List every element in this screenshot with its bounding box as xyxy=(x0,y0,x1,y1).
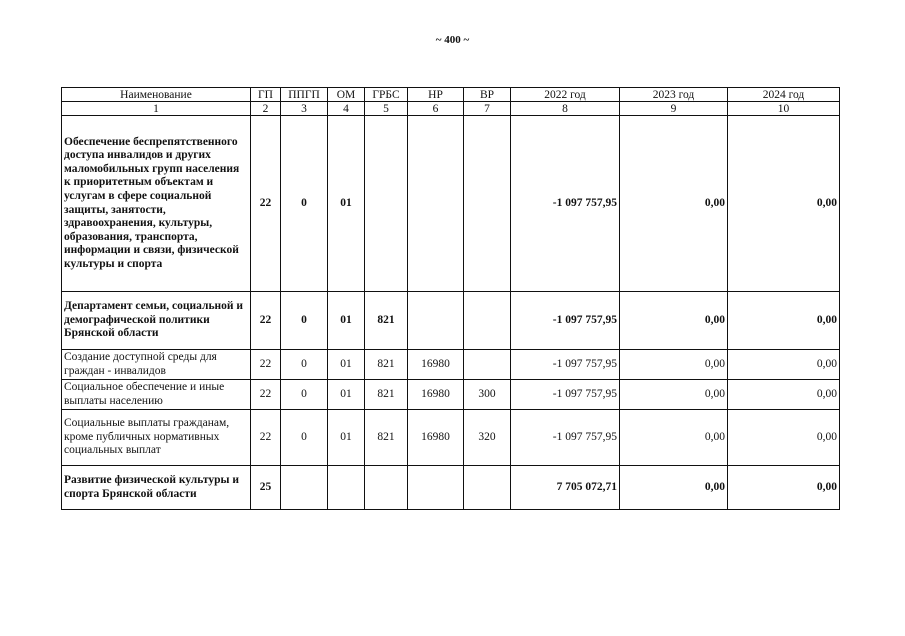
cell-y2022: -1 097 757,95 xyxy=(511,410,620,466)
col-number: 7 xyxy=(464,102,511,116)
cell-name: Социальное обеспечение и иные выплаты населению xyxy=(62,380,251,410)
cell-y2022: -1 097 757,95 xyxy=(511,116,620,292)
header-nr: НР xyxy=(408,88,464,102)
table-row xyxy=(62,350,840,380)
cell-nr: 16980 xyxy=(408,350,464,380)
cell-y2022: -1 097 757,95 xyxy=(511,292,620,350)
cell-name: Обеспечение беспрепятственного доступа инвалидов и других маломобильных групп населения к приоритетным объектам и услугам в сфере социальной защиты, занятости, здравоохранения, культуры, образования, транспорта, информации и связи, физической культуры и спорта xyxy=(62,116,251,292)
table-row xyxy=(62,292,840,350)
cell-y2023: 0,00 xyxy=(620,466,728,510)
cell-y2024: 0,00 xyxy=(728,292,840,350)
cell-y2022: -1 097 757,95 xyxy=(511,380,620,410)
page-number: ~ 400 ~ xyxy=(435,34,470,46)
cell-nr: 16980 xyxy=(408,380,464,410)
col-number: 3 xyxy=(281,102,328,116)
cell-om: 01 xyxy=(328,292,365,350)
cell-grbs: 821 xyxy=(365,350,408,380)
cell-y2023: 0,00 xyxy=(620,292,728,350)
header-grbs: ГРБС xyxy=(365,88,408,102)
cell-y2024: 0,00 xyxy=(728,380,840,410)
cell-vr xyxy=(464,292,511,350)
header-2024: 2024 год xyxy=(728,88,840,102)
col-number: 4 xyxy=(328,102,365,116)
cell-name: Развитие физической культуры и спорта Брянской области xyxy=(62,466,251,510)
table-row xyxy=(62,380,840,410)
cell-y2024: 0,00 xyxy=(728,410,840,466)
table-body xyxy=(62,116,840,510)
cell-grbs: 821 xyxy=(365,292,408,350)
cell-gp: 22 xyxy=(251,292,281,350)
cell-vr xyxy=(464,466,511,510)
col-number: 6 xyxy=(408,102,464,116)
budget-table xyxy=(61,87,840,510)
col-number: 8 xyxy=(511,102,620,116)
header-gp: ГП xyxy=(251,88,281,102)
table-header xyxy=(62,88,840,116)
cell-name: Социальные выплаты гражданам, кроме публичных нормативных социальных выплат xyxy=(62,410,251,466)
cell-y2023: 0,00 xyxy=(620,350,728,380)
cell-ppgp: 0 xyxy=(281,292,328,350)
col-number: 2 xyxy=(251,102,281,116)
cell-y2022: -1 097 757,95 xyxy=(511,350,620,380)
cell-grbs: 821 xyxy=(365,410,408,466)
header-ppgp: ППГП xyxy=(281,88,328,102)
header-name: Наименование xyxy=(62,88,251,102)
cell-nr xyxy=(408,292,464,350)
header-om: ОМ xyxy=(328,88,365,102)
cell-gp: 22 xyxy=(251,380,281,410)
cell-gp: 25 xyxy=(251,466,281,510)
cell-vr: 300 xyxy=(464,380,511,410)
cell-vr xyxy=(464,350,511,380)
cell-name: Создание доступной среды для граждан - инвалидов xyxy=(62,350,251,380)
cell-nr xyxy=(408,466,464,510)
cell-y2023: 0,00 xyxy=(620,116,728,292)
header-vr: ВР xyxy=(464,88,511,102)
header-2023: 2023 год xyxy=(620,88,728,102)
cell-gp: 22 xyxy=(251,350,281,380)
table-row xyxy=(62,116,840,292)
cell-ppgp xyxy=(281,466,328,510)
cell-y2024: 0,00 xyxy=(728,350,840,380)
cell-om: 01 xyxy=(328,410,365,466)
cell-y2023: 0,00 xyxy=(620,410,728,466)
cell-om: 01 xyxy=(328,116,365,292)
cell-y2022: 7 705 072,71 xyxy=(511,466,620,510)
header-2022: 2022 год xyxy=(511,88,620,102)
cell-nr: 16980 xyxy=(408,410,464,466)
cell-ppgp: 0 xyxy=(281,410,328,466)
cell-om xyxy=(328,466,365,510)
cell-name: Департамент семьи, социальной и демографической политики Брянской области xyxy=(62,292,251,350)
cell-ppgp: 0 xyxy=(281,350,328,380)
cell-y2024: 0,00 xyxy=(728,466,840,510)
cell-grbs xyxy=(365,116,408,292)
cell-gp: 22 xyxy=(251,410,281,466)
cell-om: 01 xyxy=(328,380,365,410)
cell-y2024: 0,00 xyxy=(728,116,840,292)
cell-ppgp: 0 xyxy=(281,116,328,292)
cell-grbs: 821 xyxy=(365,380,408,410)
table-row xyxy=(62,466,840,510)
col-number: 9 xyxy=(620,102,728,116)
cell-nr xyxy=(408,116,464,292)
cell-ppgp: 0 xyxy=(281,380,328,410)
cell-gp: 22 xyxy=(251,116,281,292)
table-row xyxy=(62,410,840,466)
cell-vr: 320 xyxy=(464,410,511,466)
cell-grbs xyxy=(365,466,408,510)
col-number: 5 xyxy=(365,102,408,116)
cell-vr xyxy=(464,116,511,292)
col-number: 10 xyxy=(728,102,840,116)
cell-y2023: 0,00 xyxy=(620,380,728,410)
col-number: 1 xyxy=(62,102,251,116)
header-row xyxy=(62,88,840,102)
cell-om: 01 xyxy=(328,350,365,380)
column-number-row xyxy=(62,102,840,116)
